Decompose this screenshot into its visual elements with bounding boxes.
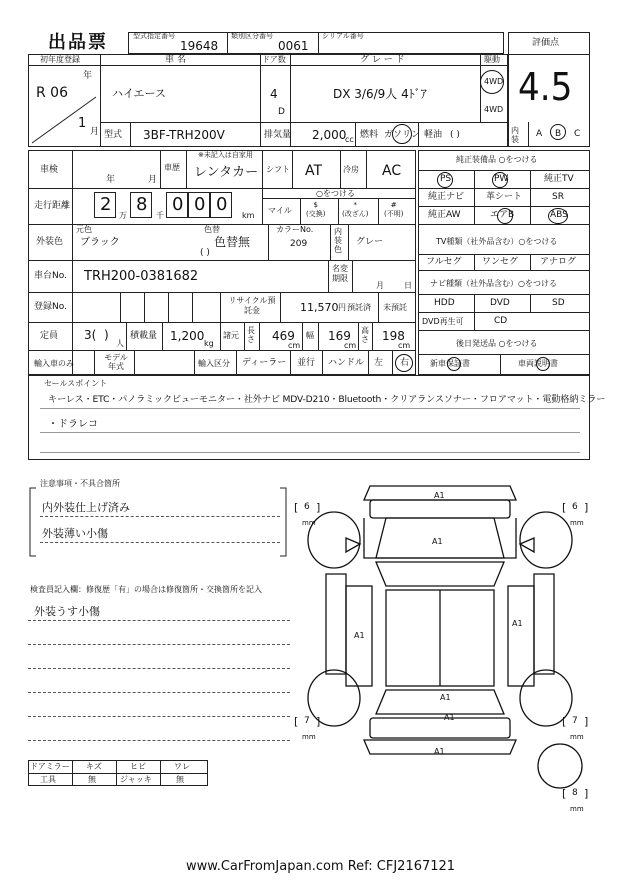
exchange-label: $ (交換) bbox=[306, 201, 326, 218]
tire-rr-depth: 7 bbox=[572, 716, 578, 726]
recycle-paid: 預託済 bbox=[347, 303, 371, 312]
mileage-digit-5: 0 bbox=[216, 194, 228, 215]
notes-line2: 外装薄い小傷 bbox=[42, 527, 108, 540]
equip-navi: 純正ナビ bbox=[428, 192, 465, 202]
history: レンタカー bbox=[194, 165, 259, 180]
sales-points-label: セールスポイント bbox=[44, 379, 108, 388]
drive-4wd: 4WD bbox=[484, 105, 504, 114]
grade-label: グ レ ー ド bbox=[360, 55, 405, 65]
load: 1,200 bbox=[170, 329, 205, 343]
mileage-man: 万 bbox=[119, 211, 127, 220]
reg-year-label: 初年度登録 bbox=[40, 55, 80, 64]
drive-circle bbox=[480, 70, 504, 94]
damage-mark-right-side: A1 bbox=[512, 619, 523, 628]
length: 469 bbox=[272, 329, 295, 343]
legend-crack-ware: ワレ bbox=[174, 762, 190, 771]
mileage-unit: km bbox=[242, 211, 255, 220]
ext-color-label: 外装色 bbox=[36, 237, 64, 247]
tire-fl-depth: 6 bbox=[304, 502, 310, 512]
drive-label: 駆動 bbox=[484, 55, 500, 64]
later-docs-title: 後日発送品 ○をつける bbox=[456, 339, 538, 348]
import-label: 輸入車のみ bbox=[34, 359, 74, 368]
notes-line1: 内外装仕上げ済み bbox=[42, 501, 130, 514]
displacement: 2,000 bbox=[312, 128, 347, 142]
mileage-label: 走行距離 bbox=[34, 201, 71, 211]
tire-rr-bracket-close: ] bbox=[584, 715, 589, 728]
mileage-digit-1: 2 bbox=[100, 194, 112, 215]
load-label: 積載量 bbox=[130, 331, 158, 341]
inspection-month: 月 bbox=[148, 175, 158, 185]
year-unit: 年 bbox=[83, 71, 93, 81]
car-name-label: 車 名 bbox=[165, 55, 186, 65]
dims-label: 諸元 bbox=[223, 331, 239, 340]
navi-hdd: HDD bbox=[434, 298, 455, 308]
class-value: 0061 bbox=[278, 39, 309, 53]
tire-rr-mm: mm bbox=[570, 733, 584, 741]
notes-bracket bbox=[28, 486, 288, 558]
form-title: 出品票 bbox=[48, 32, 108, 53]
displacement-unit: cc bbox=[345, 135, 354, 144]
reg-year: R 06 bbox=[36, 85, 68, 101]
reg-no-label: 登録No. bbox=[34, 302, 67, 312]
repaint-label: 色替 bbox=[204, 225, 220, 234]
navi-title: ナビ種類（社外品含む）○をつける bbox=[430, 279, 557, 288]
height-cm: cm bbox=[398, 341, 411, 350]
legend-tools-value: 無 bbox=[88, 775, 96, 784]
legend-scratch: キズ bbox=[86, 762, 102, 771]
model: 3BF-TRH200V bbox=[143, 128, 225, 142]
warranty: 新車保証書 bbox=[430, 359, 470, 368]
tire-rl-bracket-close: ] bbox=[316, 715, 321, 728]
doors-label: ドア数 bbox=[262, 55, 286, 64]
chassis-label: 車台No. bbox=[34, 271, 67, 281]
tire-fr-bracket: [ bbox=[562, 501, 567, 514]
recycle-unit: 円 bbox=[338, 303, 346, 312]
legend-crack-hibi: ヒビ bbox=[130, 762, 146, 771]
sales-points-line1: キーレス・ETC・パノラミックビューモニター・社外ナビ MDV-D210・Bluetooth・クリアランスソナー・フロアマット・電動格納ミラー bbox=[48, 394, 606, 405]
tire-rl-bracket: [ bbox=[294, 715, 299, 728]
history-label: 車歴 bbox=[164, 163, 180, 172]
tv-analog: アナログ bbox=[540, 257, 577, 267]
handle-left: 左 bbox=[374, 358, 384, 368]
damage-mark-hood: A1 bbox=[432, 537, 443, 546]
shift-label: シフト bbox=[266, 165, 290, 174]
diagonal-slash bbox=[30, 95, 98, 145]
mileage-digit-2: 8 bbox=[136, 194, 148, 215]
orig-color-label: 元色 bbox=[76, 225, 92, 234]
legend-tools: 工具 bbox=[40, 775, 56, 784]
length-label: 長さ bbox=[247, 326, 255, 344]
inspection-year: 年 bbox=[106, 175, 116, 185]
interior-b: B bbox=[555, 129, 562, 139]
damage-mark-rear-bumper: A1 bbox=[434, 747, 445, 756]
history-note: ※未記入は自家用 bbox=[198, 151, 253, 159]
name-change-month: 月 bbox=[376, 281, 384, 290]
tire-fl-bracket: [ bbox=[294, 501, 299, 514]
equip-pw-circle bbox=[492, 172, 508, 188]
tv-fullseg: フルセグ bbox=[426, 257, 462, 267]
model-year-label: モデル年式 bbox=[104, 353, 128, 371]
equip-ps-circle bbox=[437, 172, 453, 188]
legend-jack: ジャッキ bbox=[120, 775, 152, 784]
oil-paren: ( ) bbox=[450, 130, 460, 140]
equip-pw: PW bbox=[494, 174, 509, 184]
class-label: 類別区分番号 bbox=[231, 32, 273, 40]
tv-title: TV種類（社外品含む）○をつける bbox=[436, 237, 558, 246]
interior-a: A bbox=[536, 129, 543, 139]
legend-jack-value: 無 bbox=[176, 775, 184, 784]
manual-circle bbox=[536, 357, 550, 371]
doors: 4 bbox=[270, 87, 278, 101]
notes-label: 注意事項・不具合箇所 bbox=[40, 479, 120, 488]
spare-bracket: [ bbox=[562, 787, 567, 800]
legend-door-mirror: ドアミラー bbox=[30, 762, 70, 771]
name-change-day: 日 bbox=[404, 281, 412, 290]
import-class-label: 輸入区分 bbox=[198, 359, 230, 368]
int-color-label: 内装色 bbox=[334, 227, 342, 254]
type-cert-label: 型式指定番号 bbox=[133, 32, 175, 40]
int-color: グレー bbox=[356, 237, 384, 247]
inspection-label: 車検 bbox=[40, 165, 59, 175]
color-no: 209 bbox=[290, 239, 308, 249]
ac-label: 冷房 bbox=[343, 165, 359, 174]
equip-abs: ABS bbox=[550, 210, 568, 220]
tire-fr-mm: mm bbox=[570, 519, 584, 527]
equip-sr: SR bbox=[552, 192, 564, 202]
displacement-label: 排気量 bbox=[264, 130, 292, 140]
car-damage-diagram bbox=[290, 478, 590, 808]
model-label: 型式 bbox=[104, 130, 123, 140]
damage-mark-rear-window: A1 bbox=[440, 693, 451, 702]
width: 169 bbox=[328, 329, 351, 343]
tire-fr-depth: 6 bbox=[572, 502, 578, 512]
type-cert-value: 19648 bbox=[180, 39, 219, 53]
equip-airbag: エアB bbox=[490, 210, 515, 220]
capacity-label: 定員 bbox=[40, 331, 59, 341]
tire-rl-mm: mm bbox=[302, 733, 316, 741]
equip-abs-circle bbox=[548, 208, 568, 224]
tire-rl-depth: 7 bbox=[304, 716, 310, 726]
spare-depth: 8 bbox=[572, 788, 578, 798]
name-change-label: 名変期限 bbox=[332, 264, 348, 283]
equip-leather: 革シート bbox=[486, 192, 523, 202]
load-unit: kg bbox=[204, 339, 214, 348]
color-no-label: カラーNo. bbox=[276, 225, 314, 234]
inspector-label: 検査員記入欄：修復歴「有」の場合は修復箇所・交換箇所を記入 bbox=[30, 585, 262, 594]
handle-right: 右 bbox=[400, 358, 410, 368]
interior-c: C bbox=[574, 129, 581, 139]
spare-mm: mm bbox=[570, 805, 584, 813]
dealer: ディーラー bbox=[242, 358, 287, 368]
grade-score-label: 評価点 bbox=[532, 38, 560, 48]
ac: AC bbox=[382, 163, 402, 179]
length-cm: cm bbox=[288, 341, 301, 350]
repaint: 色替無 bbox=[214, 235, 251, 249]
tv-oneseg: ワンセグ bbox=[482, 257, 519, 267]
damage-mark-left-side: A1 bbox=[354, 631, 365, 640]
car-name: ハイエース bbox=[112, 87, 167, 100]
damage-mark-front-bumper: A1 bbox=[434, 491, 445, 500]
serial-label: シリアル番号 bbox=[322, 32, 364, 40]
month-unit: 月 bbox=[90, 127, 100, 137]
equip-aw: 純正AW bbox=[428, 210, 461, 220]
fuel-label: 燃料 bbox=[360, 130, 379, 140]
inspector-line1: 外装うす小傷 bbox=[34, 605, 100, 618]
sales-points-box bbox=[28, 375, 590, 460]
warranty-circle bbox=[447, 357, 461, 371]
handle-circle bbox=[395, 354, 413, 372]
width-label: 幅 bbox=[306, 331, 314, 340]
navi-sd: SD bbox=[552, 298, 565, 308]
capacity-unit: 人 bbox=[116, 339, 124, 348]
equipment-title: 純正装備品 ○をつける bbox=[456, 155, 538, 164]
mileage-digit-3: 0 bbox=[172, 194, 184, 215]
manual: 車両説明書 bbox=[518, 359, 558, 368]
ext-color: ブラック bbox=[80, 237, 120, 248]
recycle-value: 11,570 bbox=[300, 301, 339, 314]
grade: DX 3/6/9人 4ﾄﾞｱ bbox=[333, 87, 427, 101]
doors-sub: D bbox=[278, 107, 285, 117]
capacity: 3( ) bbox=[84, 328, 109, 342]
navi-dvd: DVD bbox=[490, 298, 510, 308]
spare-bracket-close: ] bbox=[584, 787, 589, 800]
equip-tv: 純正TV bbox=[544, 174, 574, 184]
tire-fr-bracket-close: ] bbox=[584, 501, 589, 514]
recycle-unpaid: 未預託 bbox=[383, 303, 407, 312]
footer-watermark: www.CarFromJapan.com Ref: CFJ2167121 bbox=[186, 859, 456, 874]
altered-label: * (改ざん) bbox=[342, 201, 369, 218]
equip-ps: PS bbox=[440, 174, 452, 184]
mileage-circle-note: ○をつける bbox=[316, 189, 355, 198]
tire-fl-bracket-close: ] bbox=[316, 501, 321, 514]
equip-airbag-circle bbox=[497, 208, 513, 224]
drive-4wd-top: 4WD bbox=[484, 77, 504, 86]
shift: AT bbox=[305, 163, 323, 179]
dvd-play-label: DVD再生可 bbox=[422, 317, 464, 326]
reg-month: 1 bbox=[78, 116, 87, 131]
width-cm: cm bbox=[344, 341, 357, 350]
oil-label: 軽油 bbox=[424, 130, 443, 140]
parallel: 並行 bbox=[297, 358, 316, 368]
cd-label: CD bbox=[494, 316, 508, 326]
tire-fl-mm: mm bbox=[302, 519, 316, 527]
mileage-sen: 千 bbox=[156, 211, 164, 220]
interior-label: 内装 bbox=[511, 126, 519, 144]
recycle-label: リサイクル預託金 bbox=[228, 296, 276, 315]
chassis: TRH200-0381682 bbox=[84, 269, 199, 284]
mileage-digit-4: 0 bbox=[194, 194, 206, 215]
fuel-circle bbox=[392, 124, 412, 144]
damage-mark-rear-gate: A1 bbox=[444, 713, 455, 722]
fuel: ガソリン bbox=[384, 130, 421, 140]
height-label: 高さ bbox=[361, 326, 369, 344]
interior-circle bbox=[550, 124, 566, 140]
mile-label: マイル bbox=[268, 206, 292, 215]
height: 198 bbox=[382, 329, 405, 343]
grade-score: 4.5 bbox=[518, 65, 573, 109]
unknown-label: # (不明) bbox=[384, 201, 404, 218]
repaint-paren: ( ) bbox=[200, 248, 210, 258]
tire-rr-bracket: [ bbox=[562, 715, 567, 728]
sales-points-line2: ・ドラレコ bbox=[48, 419, 98, 430]
handle-label: ハンドル bbox=[328, 358, 365, 368]
